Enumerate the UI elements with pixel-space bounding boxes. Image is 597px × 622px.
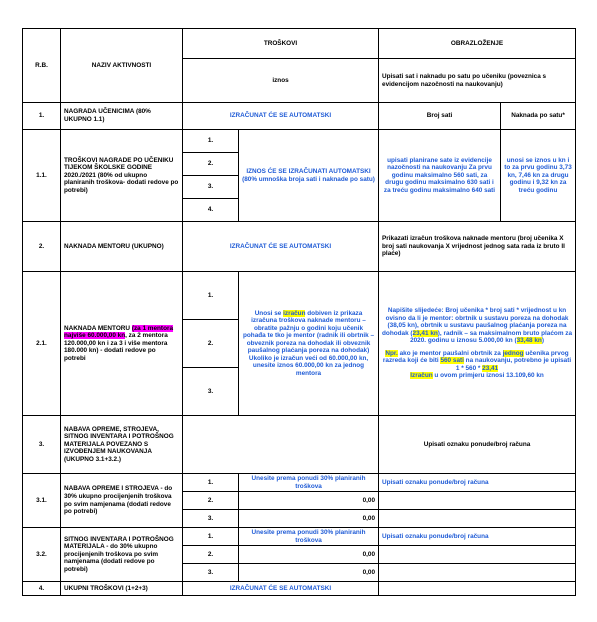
row21-num: 2.1. xyxy=(23,272,61,416)
row11-sub3: 3. xyxy=(183,176,239,199)
row21-obr2-hl: Npr. xyxy=(385,349,398,357)
row21-obr2-c: na naukovanju, potrebno je upisati xyxy=(463,357,572,365)
row21-obr2-hl3: 560 sati xyxy=(440,357,464,365)
row2-obr: Prikazati izračun troškova naknade mentoru (broj učenika X broj sati naukovanja X vrijednost jednog sata rada iz bruto II plaće) xyxy=(379,222,576,272)
row32-name: SITNOG INVENTARA I POTROŠNOG MATERIJALA - do 30% ukupno procijenjenih troškova po svim namjenama (dodati redove po potrebi) xyxy=(61,528,183,582)
row21-name-hl: (za 1 mentora najviše 60.000,00 kn xyxy=(64,324,174,340)
row2-num: 2. xyxy=(23,222,61,272)
row11-iznos[interactable]: IZNOS ĆE SE IZRAČUNATI AUTOMATSKI (80% umnoška broja sati i naknade po satu) xyxy=(239,130,379,222)
header-iznos: iznos xyxy=(183,59,379,103)
row2-name: NAKNADA MENTORU (UKUPNO) xyxy=(61,222,183,272)
row31-name: NABAVA OPREME I STROJEVA - do 30% ukupno procijenjenih troškova po svim namjenama (dodati redove po potrebi) xyxy=(61,474,183,528)
row3-obr: Upisati oznaku ponude/broj računa xyxy=(379,416,576,474)
header-naziv: NAZIV AKTIVNOSTI xyxy=(61,29,183,103)
row21-obr1-b: ), radnik – sa maksimalnom bruto plaćom za 2020. godinu u iznosu 5.000,00 kn ( xyxy=(410,329,573,345)
row21-name-post: , za 2 mentora 120.000,00 kn i za 3 i više mentora 180.000 kn) - dodati redove po potrebi xyxy=(64,332,168,362)
row21-obr1-hl: 23,41 kn xyxy=(412,329,438,337)
row31-sub1: 1. xyxy=(183,474,239,492)
cost-table xyxy=(22,28,576,596)
row4-name: UKUPNI TROŠKOVI (1+2+3) xyxy=(61,582,183,596)
row21-obr3-hl: Izračun xyxy=(410,372,433,380)
row11-num: 1.1. xyxy=(23,130,61,222)
row3-name: NABAVA OPREME, STROJEVA, SITNOG INVENTARA I POTROŠNOG MATERIJALA POVEZANO S IZVOĐENJEM NAUKOVANJA (UKUPNO 3.1+3.2.) xyxy=(61,416,183,474)
row21-obr xyxy=(379,272,576,416)
row31-obr3[interactable] xyxy=(379,510,576,528)
row4-obr xyxy=(379,582,576,596)
row11-sati[interactable]: upisati planirane sate iz evidencije nazočnosti na naukovanju Za prvu godinu maksimalno 560 sati, za drugu godinu maksimalno 630 sati i za treću godinu maksimalno 640 sati xyxy=(379,130,501,222)
row21-obr2 xyxy=(382,350,572,365)
row21-obr2-hl2: jednog xyxy=(502,349,524,357)
row1-broj-sati: Broj sati xyxy=(379,103,501,130)
row21-obr2-a: ako je mentor paušalni obrtnik za xyxy=(397,349,503,357)
header-rb: R.B. xyxy=(23,29,61,103)
row21-obr3-text: u ovom primjeru iznosi 13.109,60 kn xyxy=(432,372,544,380)
row1-num: 1. xyxy=(23,103,61,130)
row21-iznos-hl: izračun xyxy=(283,309,306,317)
row31-first[interactable]: Unesite prema ponudi 30% planiranih troškova xyxy=(239,474,379,492)
row32-sub3: 3. xyxy=(183,564,239,582)
header-troskovi: TROŠKOVI xyxy=(183,29,379,59)
row21-formula-hl: 23,41 xyxy=(482,364,499,372)
row21-obr1 xyxy=(382,307,572,345)
row21-sub1: 1. xyxy=(183,272,239,320)
row31-val3[interactable]: 0,00 xyxy=(239,510,379,528)
row32-sub1: 1. xyxy=(183,528,239,546)
row32-num: 3.2. xyxy=(23,528,61,582)
row11-sub4: 4. xyxy=(183,199,239,222)
row31-sub3: 3. xyxy=(183,510,239,528)
row32-first[interactable]: Unesite prema ponudi 30% planiranih troškova xyxy=(239,528,379,546)
row11-sub1: 1. xyxy=(183,130,239,153)
row32-obr3[interactable] xyxy=(379,564,576,582)
row1-auto: IZRAČUNAT ĆE SE AUTOMATSKI xyxy=(183,103,379,130)
row32-val2[interactable]: 0,00 xyxy=(239,546,379,564)
row21-obr1-c: ) xyxy=(541,337,544,345)
row21-name xyxy=(61,272,183,416)
row31-obr2[interactable] xyxy=(379,492,576,510)
row4-num: 4. xyxy=(23,582,61,596)
row21-obr1-a: Napišite slijedeće: Broj učenika * broj sati * vrijednost u kn ovisno da li je mentor: obrtnik u sustavu poreza na dohodak (38,05 kn), obrtnik u sustavu paušalnog plaćanja poreza na dohodak ( xyxy=(382,307,569,337)
row32-obr[interactable]: Upisati oznaku ponude/broj računa xyxy=(379,528,576,546)
row11-naknada[interactable]: unosi se iznos u kn i to za prvu godinu 3,73 kn, 7,46 kn za drugu godinu i 9,32 kn za treću godinu xyxy=(501,130,576,222)
row21-iznos-a: Unosi se xyxy=(254,309,284,317)
row21-formula xyxy=(382,365,572,373)
row21-sub2: 2. xyxy=(183,320,239,368)
row21-obr1-hl2: 33,48 kn xyxy=(516,337,542,345)
row31-num: 3.1. xyxy=(23,474,61,528)
row21-obr2-b: učenika prvog razreda koji će biti xyxy=(382,349,569,365)
row11-name: TROŠKOVI NAGRADE PO UČENIKU TIJEKOM ŠKOLSKE GODINE 2020./2021 (80% od ukupno planiranih troškova- dodati redove po potrebi) xyxy=(61,130,183,222)
row2-auto: IZRAČUNAT ĆE SE AUTOMATSKI xyxy=(183,222,379,272)
row31-obr[interactable]: Upisati oznaku ponude/broj računa xyxy=(379,474,576,492)
row21-iznos-b: dobiven iz prikaza izračuna troškova naknade mentoru – obratite pažnju o godini koju učenik pohađa te tko je mentor (radnik ili obrtnik – obveznik poreza na dohodak ili obveznik paušalnog plaćanja poreza na dohodak) Ukoliko je izračun veći od 60.000,00 kn, unesite iznos 60.000,00 kn za jednog mentora xyxy=(242,309,375,377)
row21-sub3: 3. xyxy=(183,368,239,416)
row32-obr2[interactable] xyxy=(379,546,576,564)
row21-formula-a: 1 * 560 * xyxy=(455,364,483,372)
row32-sub2: 2. xyxy=(183,546,239,564)
row21-name-pre: NAKNADA MENTORU xyxy=(64,324,132,332)
row31-val2[interactable]: 0,00 xyxy=(239,492,379,510)
row1-naknada: Naknada po satu* xyxy=(501,103,576,130)
header-upisati: Upisati sat i naknadu po satu po učeniku (poveznica s evidencijom nazočnosti na naukovanju) xyxy=(379,59,576,103)
row31-sub2: 2. xyxy=(183,492,239,510)
header-obrazlozenje: OBRAZLOŽENJE xyxy=(379,29,576,59)
row4-auto: IZRAČUNAT ĆE SE AUTOMATSKI xyxy=(183,582,379,596)
row3-troskovi xyxy=(183,416,379,474)
row21-iznos[interactable] xyxy=(239,272,379,416)
row11-sub2: 2. xyxy=(183,153,239,176)
row1-name: NAGRADA UČENICIMA (80% UKUPNO 1.1) xyxy=(61,103,183,130)
row21-obr3 xyxy=(382,372,572,380)
row32-val3[interactable]: 0,00 xyxy=(239,564,379,582)
row3-num: 3. xyxy=(23,416,61,474)
